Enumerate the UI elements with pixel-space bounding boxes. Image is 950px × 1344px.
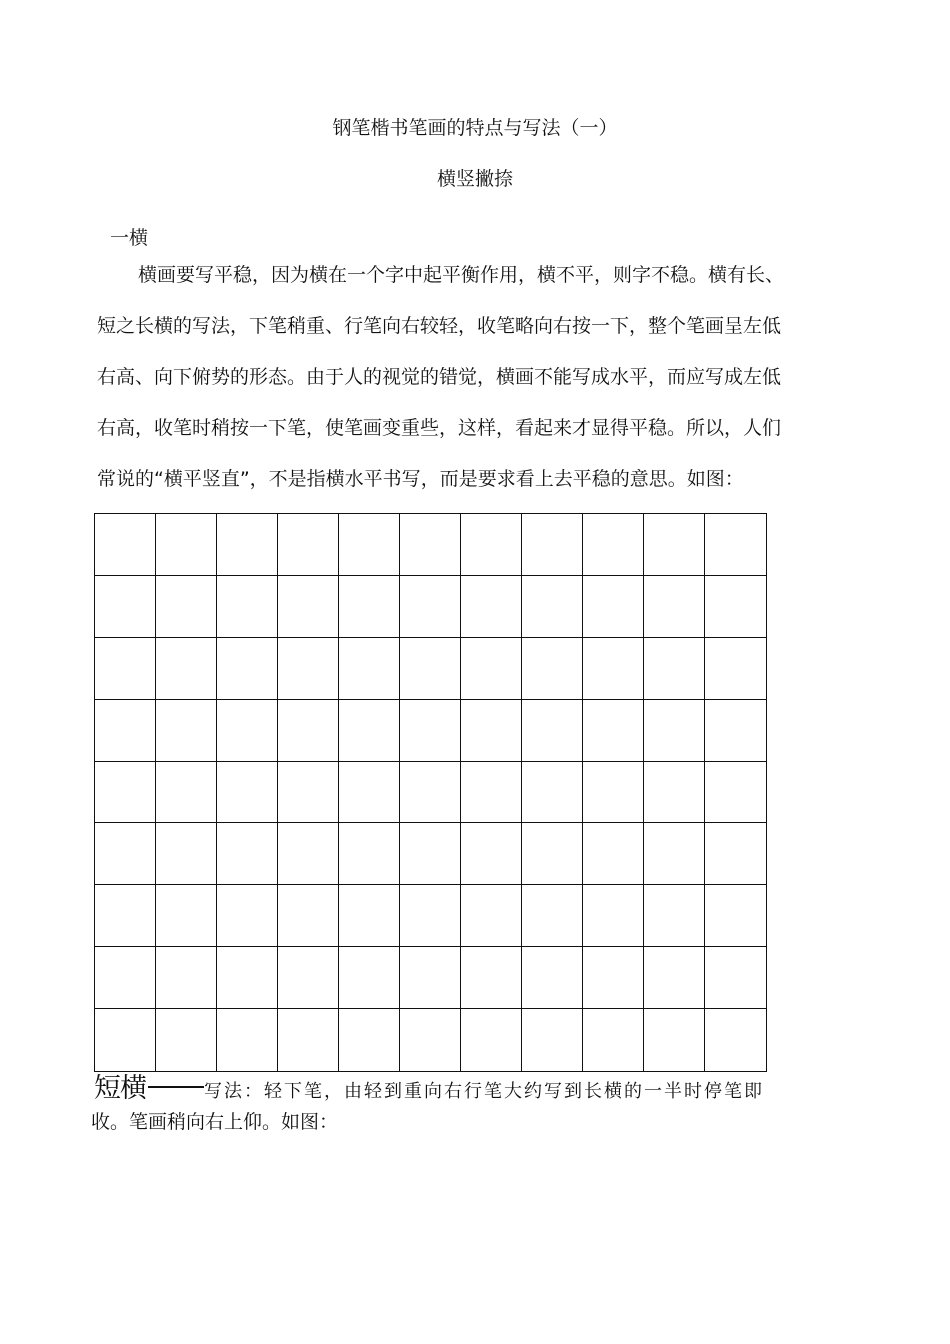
- grid-cell: [217, 576, 278, 638]
- grid-cell: [583, 823, 644, 885]
- grid-cell: [644, 762, 705, 824]
- paragraph-line: 横画要写平稳，因为横在一个字中起平衡作用，横不平，则字不稳。横有长、: [138, 264, 785, 286]
- grid-cell: [583, 885, 644, 947]
- grid-cell: [95, 638, 156, 700]
- grid-cell: [156, 1009, 217, 1071]
- grid-cell: [461, 638, 522, 700]
- section-heading: 一横: [110, 227, 149, 249]
- grid-cell: [339, 576, 400, 638]
- grid-cell: [95, 576, 156, 638]
- grid-cell: [522, 638, 583, 700]
- grid-cell: [156, 638, 217, 700]
- grid-cell: [644, 700, 705, 762]
- grid-cell: [339, 514, 400, 576]
- grid-cell: [278, 823, 339, 885]
- grid-cell: [156, 885, 217, 947]
- grid-cell: [644, 1009, 705, 1071]
- grid-cell: [461, 762, 522, 824]
- grid-cell: [339, 1009, 400, 1071]
- grid-cell: [339, 947, 400, 1009]
- grid-cell: [95, 762, 156, 824]
- grid-cell: [156, 823, 217, 885]
- grid-cell: [217, 762, 278, 824]
- short-heng-method: 写法：轻下笔，由轻到重向右行笔大约写到长横的一半时停笔即: [204, 1081, 764, 1102]
- grid-cell: [95, 823, 156, 885]
- grid-cell: [461, 947, 522, 1009]
- grid-cell: [461, 885, 522, 947]
- grid-cell: [400, 514, 461, 576]
- grid-cell: [217, 823, 278, 885]
- grid-cell: [217, 638, 278, 700]
- grid-cell: [217, 885, 278, 947]
- dash-rule: [148, 1086, 204, 1088]
- document-subtitle: 横竖撇捺: [436, 168, 513, 190]
- grid-cell: [400, 1009, 461, 1071]
- grid-cell: [705, 823, 766, 885]
- grid-cell: [583, 1009, 644, 1071]
- grid-cell: [644, 638, 705, 700]
- grid-cell: [644, 885, 705, 947]
- grid-cell: [400, 823, 461, 885]
- short-heng-line: [94, 1066, 764, 1105]
- grid-cell: [400, 762, 461, 824]
- grid-cell: [400, 885, 461, 947]
- grid-cell: [522, 885, 583, 947]
- grid-cell: [95, 514, 156, 576]
- grid-cell: [400, 576, 461, 638]
- grid-cell: [156, 576, 217, 638]
- grid-cell: [644, 514, 705, 576]
- grid-cell: [705, 700, 766, 762]
- grid-cell: [278, 576, 339, 638]
- grid-cell: [217, 947, 278, 1009]
- grid-cell: [705, 885, 766, 947]
- grid-cell: [217, 1009, 278, 1071]
- grid-cell: [522, 700, 583, 762]
- grid-cell: [339, 700, 400, 762]
- document-title: 钢笔楷书笔画的特点与写法（一）: [332, 117, 618, 139]
- grid-cell: [278, 700, 339, 762]
- grid-cell: [461, 700, 522, 762]
- grid-cell: [522, 514, 583, 576]
- grid-cell: [278, 514, 339, 576]
- grid-cell: [583, 638, 644, 700]
- grid-cell: [95, 1009, 156, 1071]
- grid-cell: [705, 576, 766, 638]
- grid-cell: [156, 762, 217, 824]
- grid-cell: [522, 947, 583, 1009]
- grid-cell: [705, 1009, 766, 1071]
- grid-cell: [522, 823, 583, 885]
- grid-cell: [461, 514, 522, 576]
- grid-cell: [522, 576, 583, 638]
- grid-cell: [95, 947, 156, 1009]
- grid-cell: [400, 638, 461, 700]
- grid-cell: [339, 762, 400, 824]
- practice-grid: [94, 513, 767, 1072]
- grid-cell: [278, 947, 339, 1009]
- grid-cell: [278, 762, 339, 824]
- paragraph-line: 右高、向下俯势的形态。由于人的视觉的错觉，横画不能写成水平，而应写成左低: [97, 366, 782, 388]
- grid-cell: [522, 1009, 583, 1071]
- paragraph-line: 常说的“横平竖直”，不是指横水平书写，而是要求看上去平稳的意思。如图：: [97, 468, 744, 490]
- grid-cell: [583, 947, 644, 1009]
- grid-cell: [156, 514, 217, 576]
- grid-cell: [705, 514, 766, 576]
- grid-cell: [400, 700, 461, 762]
- grid-cell: [461, 576, 522, 638]
- grid-cell: [583, 700, 644, 762]
- grid-cell: [278, 638, 339, 700]
- grid-cell: [95, 885, 156, 947]
- grid-cell: [644, 823, 705, 885]
- grid-cell: [156, 947, 217, 1009]
- grid-cell: [400, 947, 461, 1009]
- grid-cell: [705, 638, 766, 700]
- grid-cell: [339, 885, 400, 947]
- grid-cell: [461, 823, 522, 885]
- grid-cell: [705, 947, 766, 1009]
- short-heng-label: 短横: [94, 1073, 146, 1104]
- grid-cell: [217, 514, 278, 576]
- body-paragraph: [97, 250, 837, 505]
- grid-cell: [339, 823, 400, 885]
- grid-cell: [278, 885, 339, 947]
- grid-cell: [156, 700, 217, 762]
- paragraph-line: 短之长横的写法，下笔稍重、行笔向右较轻，收笔略向右按一下，整个笔画呈左低: [97, 315, 782, 337]
- grid-cell: [583, 762, 644, 824]
- grid-cell: [522, 762, 583, 824]
- grid-cell: [644, 947, 705, 1009]
- grid-cell: [278, 1009, 339, 1071]
- grid-cell: [461, 1009, 522, 1071]
- grid-cell: [583, 576, 644, 638]
- grid-cell: [217, 700, 278, 762]
- grid-cell: [339, 638, 400, 700]
- grid-cell: [705, 762, 766, 824]
- paragraph-line: 右高，收笔时稍按一下笔，使笔画变重些，这样，看起来才显得平稳。所以，人们: [97, 417, 782, 439]
- grid-cell: [583, 514, 644, 576]
- short-heng-continuation: 收。笔画稍向右上仰。如图：: [91, 1111, 339, 1133]
- grid-cell: [644, 576, 705, 638]
- grid-cell: [95, 700, 156, 762]
